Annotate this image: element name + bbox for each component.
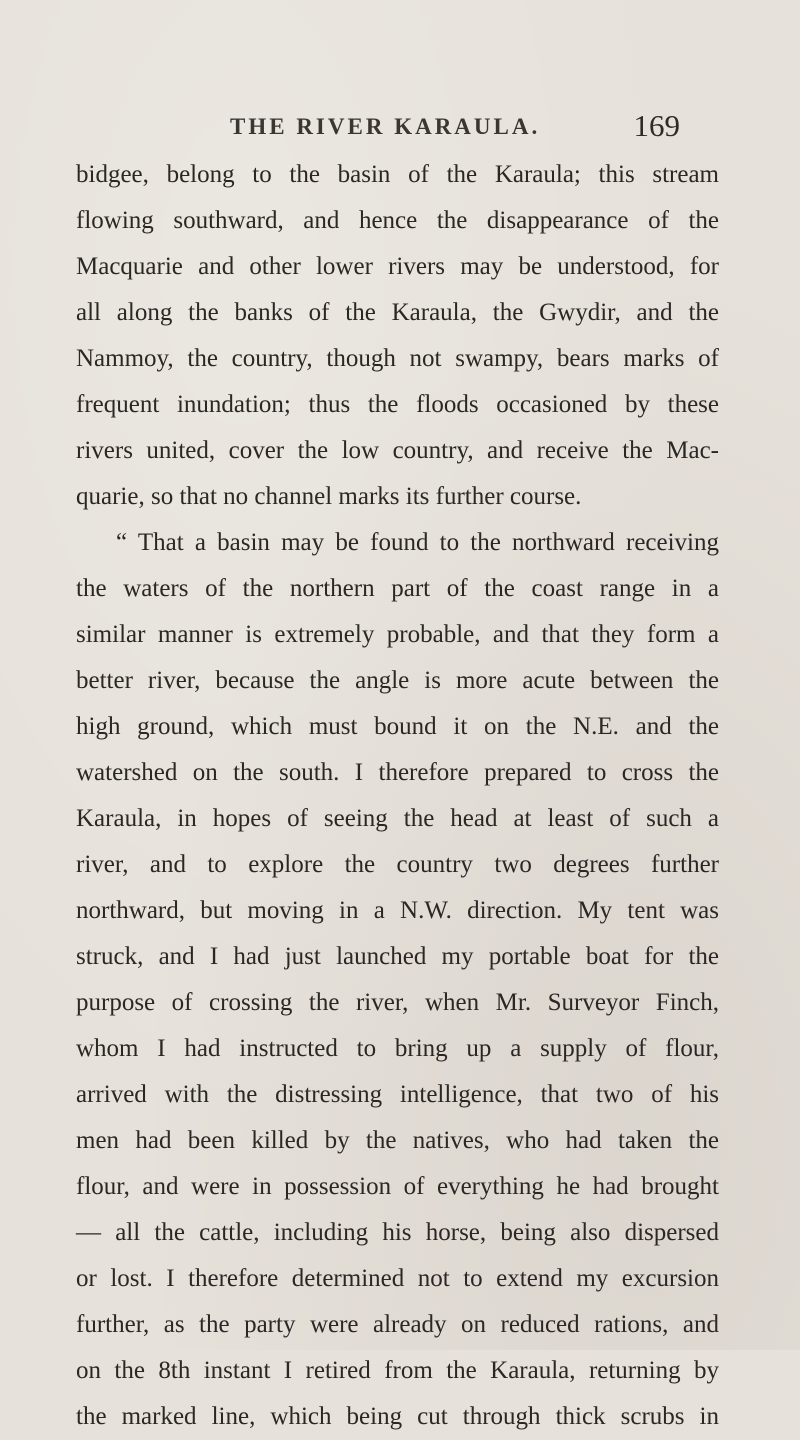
text-line: flour, and were in possession of everything he had brought	[76, 1173, 719, 1200]
text-line: the waters of the northern part of the coast range in a	[76, 575, 719, 602]
text-line: better river, because the angle is more acute between the	[76, 667, 719, 694]
running-head	[0, 108, 800, 148]
text-line: or lost. I therefore determined not to extend my excursion	[76, 1265, 719, 1292]
text-line: struck, and I had just launched my portable boat for the	[76, 943, 719, 970]
text-line: further, as the party were already on reduced rations, and	[76, 1311, 719, 1338]
text-line: similar manner is extremely probable, and that they form a	[76, 621, 719, 648]
text-line: arrived with the distressing intelligence, that two of his	[76, 1081, 719, 1108]
text-line: Macquarie and other lower rivers may be understood, for	[76, 253, 719, 280]
body-text	[76, 152, 719, 1440]
text-line: rivers united, cover the low country, and receive the Mac-	[76, 437, 719, 464]
text-line: northward, but moving in a N.W. direction. My tent was	[76, 897, 719, 924]
text-line: Karaula, in hopes of seeing the head at least of such a	[76, 805, 719, 832]
text-line: frequent inundation; thus the floods occasioned by these	[76, 391, 719, 418]
text-line: bidgee, belong to the basin of the Karaula; this stream	[76, 161, 719, 188]
text-line: whom I had instructed to bring up a supply of flour,	[76, 1035, 719, 1062]
page-number: 169	[633, 108, 680, 143]
text-line: flowing southward, and hence the disappearance of the	[76, 207, 719, 234]
text-line: quarie, so that no channel marks its further course.	[76, 483, 582, 510]
text-line: purpose of crossing the river, when Mr. Surveyor Finch,	[76, 989, 719, 1016]
text-line: all along the banks of the Karaula, the Gwydir, and the	[76, 299, 719, 326]
text-line: “ That a basin may be found to the northward receiving	[116, 529, 719, 556]
text-line: watershed on the south. I therefore prepared to cross the	[76, 759, 719, 786]
text-line: men had been killed by the natives, who had taken the	[76, 1127, 719, 1154]
text-line: river, and to explore the country two degrees further	[76, 851, 719, 878]
running-title: THE RIVER KARAULA.	[230, 114, 541, 139]
text-line: — all the cattle, including his horse, being also dispersed	[76, 1219, 719, 1246]
text-line: on the 8th instant I retired from the Karaula, returning by	[76, 1357, 719, 1384]
text-line: high ground, which must bound it on the N.E. and the	[76, 713, 719, 740]
text-line: the marked line, which being cut through thick scrubs in	[76, 1403, 719, 1430]
text-line: Nammoy, the country, though not swampy, bears marks of	[76, 345, 719, 372]
